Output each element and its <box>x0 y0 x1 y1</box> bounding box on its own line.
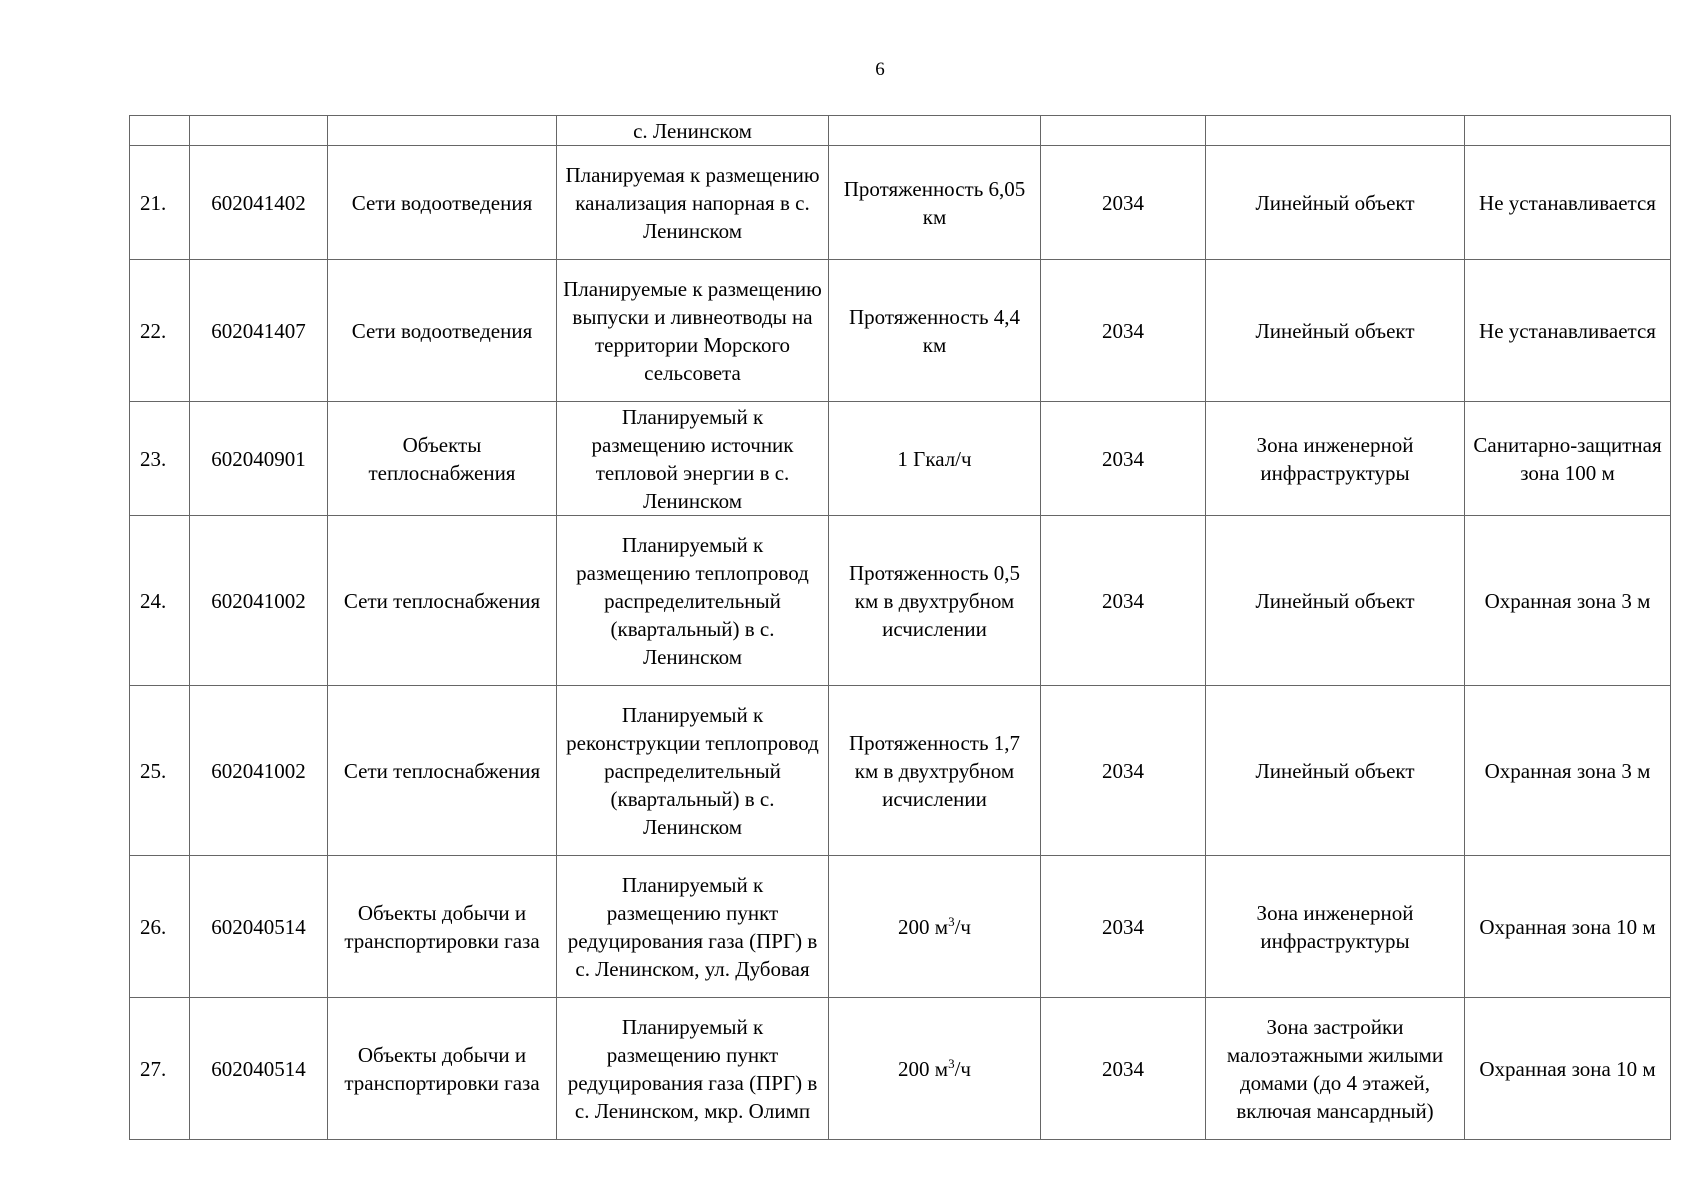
cell-type: Объекты добычи и транспортировки газа <box>328 998 557 1140</box>
cell-code: 602040514 <box>190 998 328 1140</box>
cell-num: 27. <box>130 998 190 1140</box>
cell-capacity: Протяженность 6,05 км <box>829 146 1041 260</box>
cell-capacity <box>829 856 1041 998</box>
cell-capacity: Протяженность 0,5 км в двухтрубном исчислении <box>829 516 1041 686</box>
cell-year: 2034 <box>1041 516 1206 686</box>
cell-restriction: Не устанавливается <box>1465 260 1671 402</box>
table-row <box>130 146 1671 260</box>
cell-name: Планируемый к размещению пункт редуцирования газа (ПРГ) в с. Ленинском, ул. Дубовая <box>557 856 829 998</box>
cell-type: Объекты теплоснабжения <box>328 402 557 516</box>
capacity-value: 200 м <box>898 1056 949 1081</box>
cell-year: 2034 <box>1041 856 1206 998</box>
cell-num <box>130 116 190 146</box>
cell-restriction <box>1465 116 1671 146</box>
cell-num: 24. <box>130 516 190 686</box>
cell-restriction: Охранная зона 3 м <box>1465 686 1671 856</box>
cell-capacity: 1 Гкал/ч <box>829 402 1041 516</box>
planned-objects-table <box>129 115 1671 1140</box>
capacity-unit: /ч <box>954 1056 971 1081</box>
cell-zone: Зона застройки малоэтажными жилыми домами (до 4 этажей, включая мансардный) <box>1206 998 1465 1140</box>
cell-zone: Линейный объект <box>1206 686 1465 856</box>
cell-zone: Зона инженерной инфраструктуры <box>1206 402 1465 516</box>
cell-name: Планируемый к размещению теплопровод распределительный (квартальный) в с. Ленинском <box>557 516 829 686</box>
cell-zone: Линейный объект <box>1206 516 1465 686</box>
capacity-unit: /ч <box>954 914 971 939</box>
cell-num: 22. <box>130 260 190 402</box>
capacity-superscript: 3 <box>948 913 955 929</box>
cell-year: 2034 <box>1041 260 1206 402</box>
cell-restriction: Охранная зона 10 м <box>1465 998 1671 1140</box>
cell-num: 21. <box>130 146 190 260</box>
table-row <box>130 260 1671 402</box>
cell-restriction: Санитарно-защитная зона 100 м <box>1465 402 1671 516</box>
cell-code: 602041407 <box>190 260 328 402</box>
capacity-superscript: 3 <box>948 1055 955 1071</box>
cell-restriction: Охранная зона 3 м <box>1465 516 1671 686</box>
page-number: 6 <box>875 59 885 80</box>
cell-name: Планируемый к размещению пункт редуцирования газа (ПРГ) в с. Ленинском, мкр. Олимп <box>557 998 829 1140</box>
cell-year: 2034 <box>1041 402 1206 516</box>
cell-restriction: Охранная зона 10 м <box>1465 856 1671 998</box>
cell-code: 602041002 <box>190 516 328 686</box>
cell-capacity: Протяженность 4,4 км <box>829 260 1041 402</box>
cell-zone: Линейный объект <box>1206 260 1465 402</box>
cell-type <box>328 116 557 146</box>
table-row-continuation <box>130 116 1671 146</box>
table-row <box>130 516 1671 686</box>
table-row <box>130 686 1671 856</box>
table-row <box>130 402 1671 516</box>
cell-name: Планируемый к реконструкции теплопровод распределительный (квартальный) в с. Ленинском <box>557 686 829 856</box>
table-row <box>130 998 1671 1140</box>
cell-capacity <box>829 116 1041 146</box>
cell-name: Планируемые к размещению выпуски и ливнеотводы на территории Морского сельсовета <box>557 260 829 402</box>
cell-type: Объекты добычи и транспортировки газа <box>328 856 557 998</box>
cell-year: 2034 <box>1041 998 1206 1140</box>
cell-type: Сети теплоснабжения <box>328 516 557 686</box>
cell-zone: Линейный объект <box>1206 146 1465 260</box>
cell-year <box>1041 116 1206 146</box>
cell-type: Сети теплоснабжения <box>328 686 557 856</box>
cell-name: Планируемая к размещению канализация напорная в с. Ленинском <box>557 146 829 260</box>
cell-num: 26. <box>130 856 190 998</box>
cell-zone <box>1206 116 1465 146</box>
cell-year: 2034 <box>1041 146 1206 260</box>
cell-restriction: Не устанавливается <box>1465 146 1671 260</box>
table-row <box>130 856 1671 998</box>
cell-name: Планируемый к размещению источник тепловой энергии в с. Ленинском <box>557 402 829 516</box>
capacity-value: 200 м <box>898 914 949 939</box>
cell-type: Сети водоотведения <box>328 146 557 260</box>
cell-name: с. Ленинском <box>557 116 829 146</box>
cell-code: 602041402 <box>190 146 328 260</box>
cell-code: 602040901 <box>190 402 328 516</box>
cell-code: 602041002 <box>190 686 328 856</box>
cell-capacity <box>829 998 1041 1140</box>
cell-num: 25. <box>130 686 190 856</box>
cell-zone: Зона инженерной инфраструктуры <box>1206 856 1465 998</box>
cell-year: 2034 <box>1041 686 1206 856</box>
cell-type: Сети водоотведения <box>328 260 557 402</box>
cell-capacity: Протяженность 1,7 км в двухтрубном исчислении <box>829 686 1041 856</box>
cell-code: 602040514 <box>190 856 328 998</box>
cell-code <box>190 116 328 146</box>
cell-num: 23. <box>130 402 190 516</box>
